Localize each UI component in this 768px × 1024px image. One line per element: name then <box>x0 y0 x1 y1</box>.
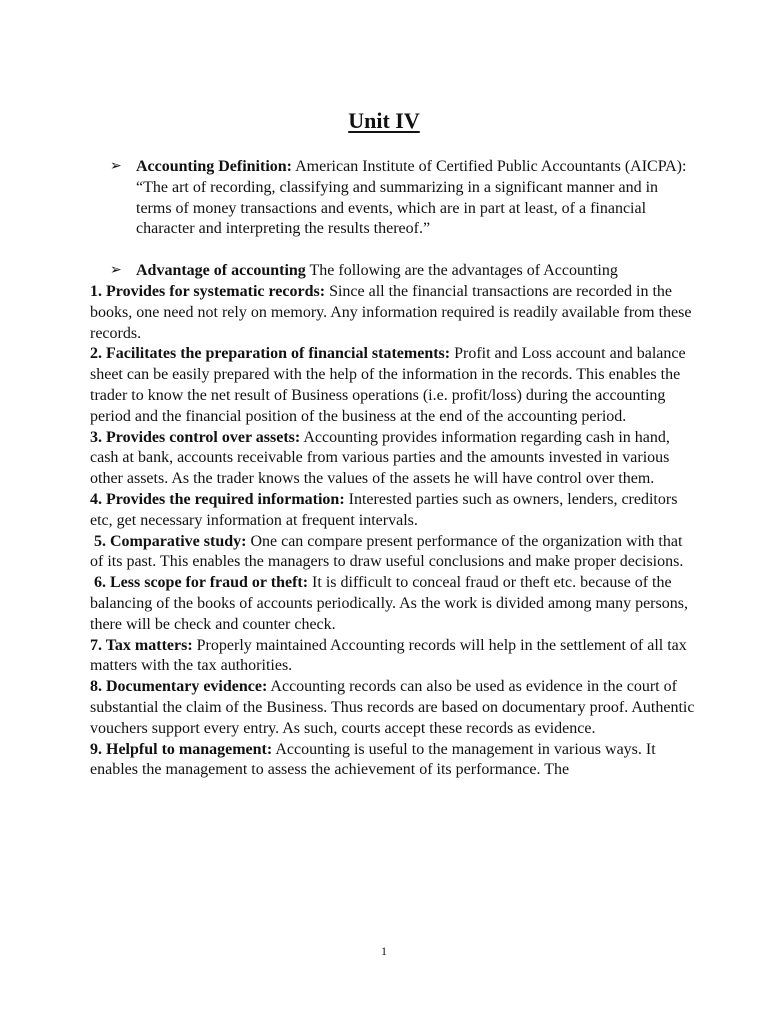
bullet-accounting-definition <box>110 157 696 240</box>
page-title: Unit IV <box>348 108 420 133</box>
arrow-bullet-icon: ➢ <box>110 159 122 174</box>
bullet-heading: Accounting Definition: <box>136 158 292 175</box>
list-item <box>90 532 695 574</box>
item-text: Interested parties such as owners, lenders, creditors etc, get necessary information at frequent intervals. <box>90 490 678 529</box>
bullet-advantage-of-accounting <box>110 261 696 282</box>
page-number: 1 <box>381 944 387 958</box>
list-item <box>90 282 695 344</box>
item-text: It is difficult to conceal fraud or theft etc. because of the balancing of the books of accounts periodically. As the work is divided among many persons, there will be check and counter check. <box>90 574 688 633</box>
item-heading: 3. Provides control over assets: <box>90 428 301 446</box>
list-item <box>90 428 695 490</box>
arrow-bullet-icon: ➢ <box>110 263 122 278</box>
item-heading: 4. Provides the required information: <box>90 490 345 508</box>
item-heading: 7. Tax matters: <box>90 636 193 654</box>
item-text: Accounting provides information regarding cash in hand, cash at bank, accounts receivable from various parties and the amounts invested in various other assets. As the trader knows the values of the assets he will have control over them. <box>90 428 670 488</box>
item-heading: 9. Helpful to management: <box>90 740 273 758</box>
bullet-text: The following are the advantages of Accounting <box>305 262 618 279</box>
advantages-list <box>90 282 695 781</box>
item-heading: 8. Documentary evidence: <box>90 678 268 696</box>
item-heading: 2. Facilitates the preparation of financial statements: <box>90 345 451 363</box>
item-text: Accounting is useful to the management in various ways. It enables the management to assess the achievement of its performance. The <box>90 740 656 779</box>
list-item <box>90 740 695 782</box>
list-item <box>90 636 695 678</box>
item-text: Profit and Loss account and balance sheet can be easily prepared with the help of the information in the records. This enables the trader to know the net result of Business operations (i.e. profit/loss) during the accounting period and the financial position of the business at the end of the accounting period. <box>90 345 686 425</box>
list-item <box>90 677 695 739</box>
list-item <box>90 573 695 635</box>
item-text: Properly maintained Accounting records will help in the settlement of all tax matters with the tax authorities. <box>90 636 687 675</box>
item-text: Since all the financial transactions are recorded in the books, one need not rely on memory. Any information required is readily available from these records. <box>90 283 692 342</box>
list-item <box>90 344 695 427</box>
item-text: Accounting records can also be used as evidence in the court of substantial the claim of the Business. Thus records are based on documentary proof. Authentic vouchers support every entry. As such, courts accept these records as evidence. <box>90 678 695 737</box>
item-heading: 5. Comparative study: <box>94 532 247 550</box>
bullet-text: American Institute of Certified Public Accountants (AICPA): “The art of recording, classifying and summarizing in a significant manner and in terms of money transactions and events, which are in part at least, of a financial character and interpreting the results thereof.” <box>136 158 687 238</box>
list-item <box>90 490 695 532</box>
item-heading: 6. Less scope for fraud or theft: <box>94 574 309 592</box>
item-heading: 1. Provides for systematic records: <box>90 283 326 300</box>
item-text: One can compare present performance of the organization with that of its past. This enables the managers to draw useful conclusions and make proper decisions. <box>90 532 684 571</box>
bullet-heading: Advantage of accounting <box>136 262 306 279</box>
